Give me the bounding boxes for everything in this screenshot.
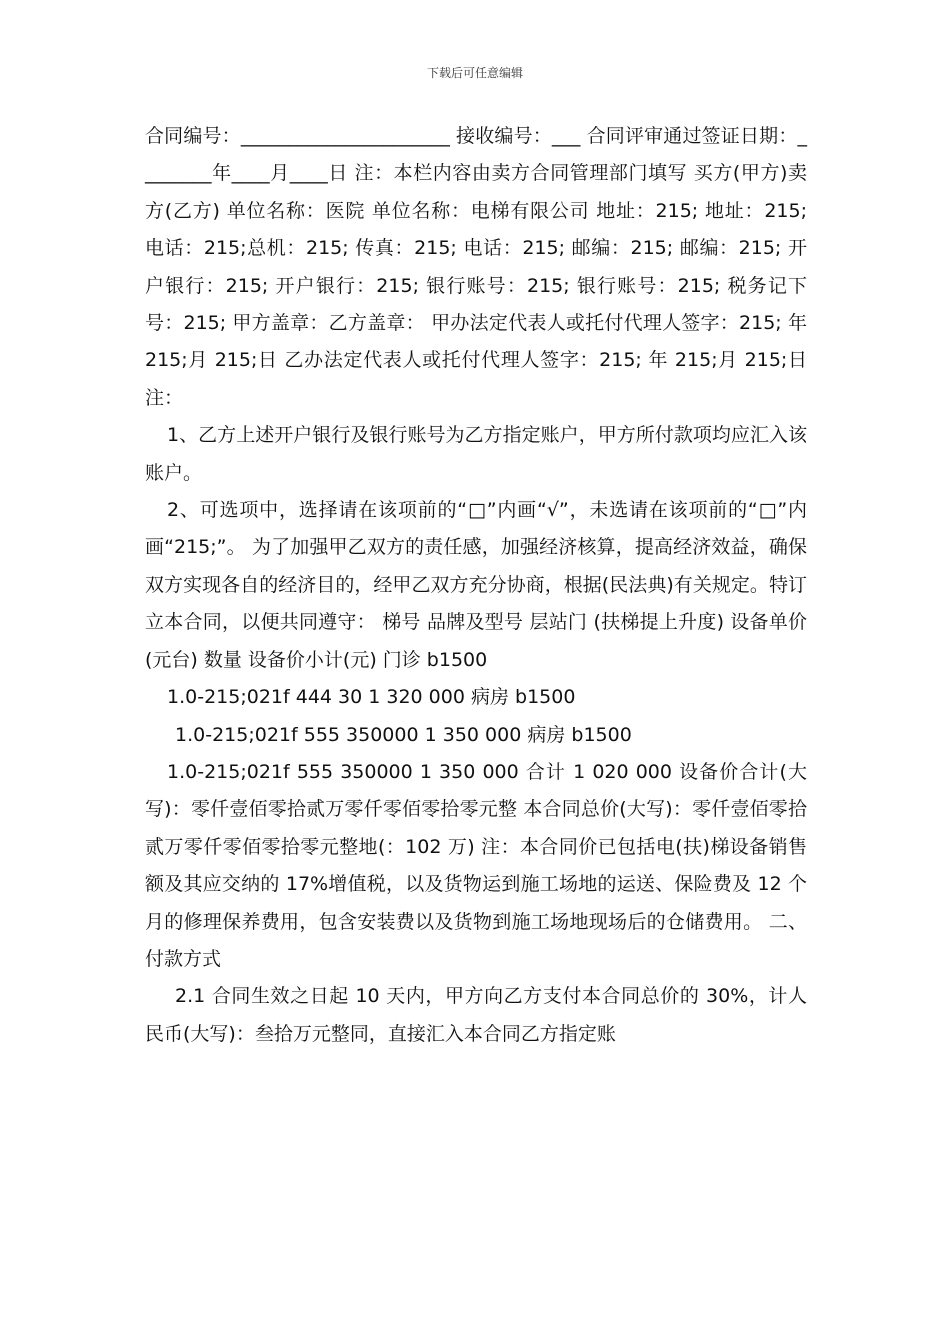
paragraph-note-1: 1、乙方上述开户银行及银行账号为乙方指定账户，甲方所付款项均应汇入该账户。 bbox=[145, 424, 807, 484]
document-body bbox=[145, 118, 807, 1053]
paragraph-table-row-1: 1.0-215;021f 444 30 1 320 000 病房 b1500 bbox=[167, 686, 576, 709]
paragraph-note-2: 2、可选项中，选择请在该项前的“□”内画“√”，未选请在该项前的“□”内画“215;”。 为了加强甲乙双方的责任感，加强经济核算，提高经济效益，确保双方实现各自的经济目的，经甲乙双方充分协商，根据(民法典)有关规定。特订立本合同，以便共同遵守： 梯号 品牌及型号 层站门 (扶梯提上升度) 设备单价(元台) 数量 设备价小计(元) 门诊 b1500 bbox=[145, 499, 807, 671]
paragraph-payment-2-1: 2.1 合同生效之日起 10 天内，甲方向乙方支付本合同总价的 30%，计人民币(大写)：叁拾万元整同，直接汇入本合同乙方指定账 bbox=[145, 985, 807, 1045]
paragraph-contract-info: 合同编号：______________________ 接收编号：___ 合同评审通过签证日期：________年____月____日 注：本栏内容由卖方合同管理部门填写 买方(甲方)卖方(乙方) 单位名称：医院 单位名称：电梯有限公司 地址：215; 地址：215; 电话：215;总机：215; 传真：215; 电话：215; 邮编：215; 邮编：215; 开户银行：215; 开户银行：215; 银行账号：215; 银行账号：215; 税务记下号：215; 甲方盖章：乙方盖章： 甲办法定代表人或托付代理人签字：215; 年 215;月 215;日 乙办法定代表人或托付代理人签字：215; 年 215;月 215;日 注： bbox=[145, 125, 807, 409]
paragraph-table-row-2: 1.0-215;021f 555 350000 1 350 000 病房 b1500 bbox=[175, 723, 632, 746]
paragraph-table-row-3: 1.0-215;021f 555 350000 1 350 000 合计 1 020 000 设备价合计(大写)：零仟壹佰零拾贰万零仟零佰零拾零元整 本合同总价(大写)：零仟壹佰零拾贰万零仟零佰零拾零元整地(：102 万) 注：本合同价已包括电(扶)梯设备销售额及其应交纳的 17%增值税，以及货物运到施工场地的运送、保险费及 12 个月的修理保养费用，包含安装费以及货物到施工场地现场后的仓储费用。 二、付款方式 bbox=[145, 760, 807, 970]
page-header-note: 下载后可任意编辑 bbox=[426, 66, 523, 80]
